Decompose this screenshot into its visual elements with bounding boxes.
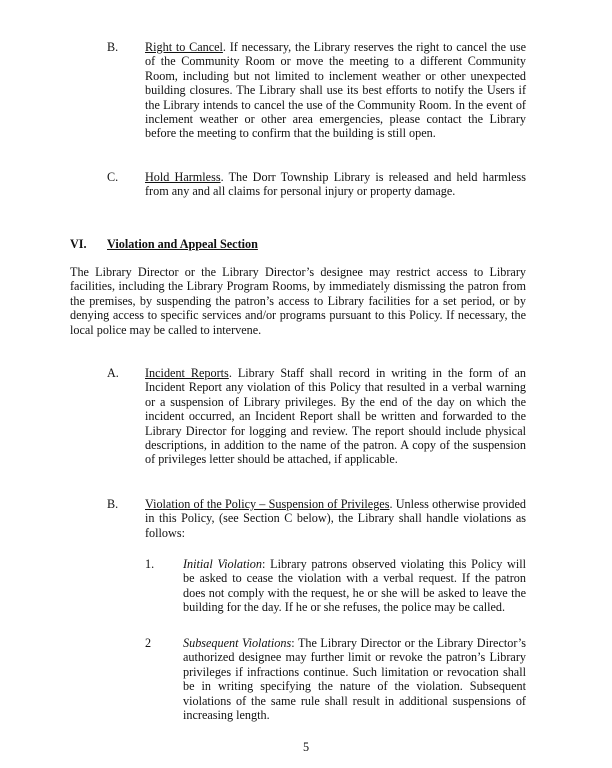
item-text: . Library Staff shall record in writing in the form of an Incident Report any violation of this Policy that resulted in a verbal warning or a suspension of Library privileges. By the end of the day on which the incident occurred, an Incident Report shall be written and forwarded to the Library Director for logging and review. The report should include physical descriptions, in addition to the name of the patron. A copy of the suspension of privileges letter should be attached, if applicable. xyxy=(145,366,526,467)
section-title: Violation and Appeal Section xyxy=(107,237,258,251)
item-text: . The Dorr Township Library is released and held harmless from any and all claims for personal injury or property damage. xyxy=(145,170,526,199)
page-number: 5 xyxy=(302,740,310,754)
section-number: VI. xyxy=(70,237,87,251)
subitem-text: : Library patrons observed violating this Policy will be asked to cease the violation with a verbal request. If the patron does not comply with the request, he or she will be asked to leave the building for the day. If he or she refuses, the police may be called. xyxy=(183,557,527,615)
subitem-marker: 1. xyxy=(145,557,155,571)
subitem-heading: Initial Violation xyxy=(183,557,262,571)
item-heading: Right to Cancel xyxy=(145,40,223,54)
item-body xyxy=(145,40,526,141)
item-marker: C. xyxy=(107,170,119,184)
item-body xyxy=(145,366,526,467)
item-text: . Unless otherwise provided in this Policy, (see Section C below), the Library shall handle violations as follows: xyxy=(145,497,526,540)
item-marker: B. xyxy=(107,40,119,54)
subitem-text: : The Library Director or the Library Director’s authorized designee may further limit or revoke the patron’s Library privileges if infractions continue. Such limitation or revocation shall be in writing specifying the nature of the violation. Subsequent violations of the same rule shall result in additional suspensions of increasing length. xyxy=(183,636,526,723)
subitem-heading: Subsequent Violations xyxy=(183,636,292,650)
subitem-body xyxy=(183,636,526,722)
item-heading: Violation of the Policy – Suspension of Privileges xyxy=(145,497,390,511)
item-heading: Incident Reports xyxy=(145,366,229,380)
section-intro: The Library Director or the Library Director’s designee may restrict access to Library facilities, including the Library Program Rooms, by immediately dismissing the patron from the premises, by suspending the patron’s access to Library facilities for a set period, or by denying access to specific services and/or programs pursuant to this Policy. If necessary, the local police may be called to intervene. xyxy=(70,265,526,337)
subitem-body xyxy=(183,557,526,615)
item-heading: Hold Harmless xyxy=(145,170,221,184)
item-marker: B. xyxy=(107,497,119,511)
item-body xyxy=(145,497,526,540)
item-body xyxy=(145,170,526,199)
item-text: . If necessary, the Library reserves the right to cancel the use of the Community Room or move the meeting to a different Community Room, including but not limited to inclement weather or other unexpected building closures. The Library shall use its best efforts to notify the Users if the Library intends to cancel the use of the Community Room. In the event of inclement weather or other area emergencies, please contact the Library before the meeting to confirm that the building is still open. xyxy=(145,40,526,141)
subitem-marker: 2 xyxy=(145,636,152,650)
item-marker: A. xyxy=(107,366,119,380)
